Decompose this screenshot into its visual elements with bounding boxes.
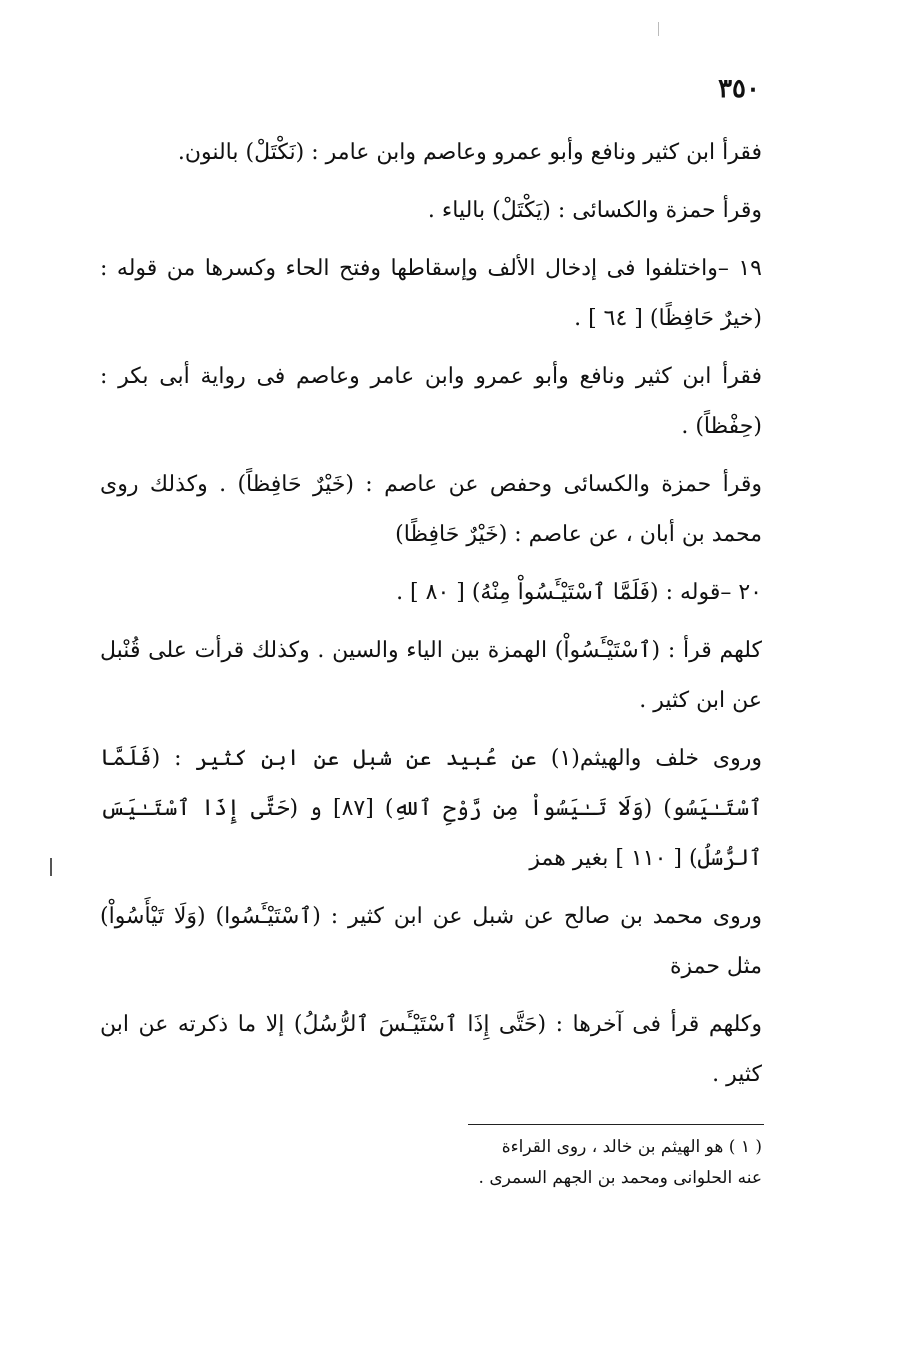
footnote — [440, 1132, 762, 1194]
paragraph: وكلهم قرأ فى آخرها : (حَتَّى إِذَا ٱسْتَيْـَٔسَ ٱلرُّسُلُ) إلا ما ذكرته عن ابن كثير . — [100, 1012, 762, 1087]
paragraph: ١٩ –واختلفوا فى إدخال الألف وإسقاطها وفتح الحاء وكسرها من قوله : (خيرٌ حَافِظًا) [ ٦٤ ] . — [100, 256, 762, 331]
paragraph: وروى خلف والهيثم(١) عن عُبيد عن شبل عن ابن كثير : (فَلَمَّا ٱسْتَـٰيَسُو) (وَلَا تَـٰيَسُواْ مِن رَّوْحِ ٱللهِ) [٨٧] و (حَتَّى إِذَا ٱسْتَـٰيَسَ ٱلرُّسُلُ) [ ١١٠ ] بغير همز — [100, 746, 763, 871]
main-text — [100, 128, 762, 1108]
footnote-line: ( ١ ) هو الهيثم بن خالد ، روى القراءة — [501, 1137, 762, 1157]
scan-mark — [658, 22, 659, 36]
paragraph: وقرأ حمزة والكسائى : (يَكْتَلْ) بالياء . — [427, 198, 762, 223]
paragraph: وروى محمد بن صالح عن شبل عن ابن كثير : (ٱسْتَيْـَٔسُوا) (وَلَا تَيْأَسُواْ) مثل حمزة — [100, 904, 762, 979]
paragraph: ٢٠ –قوله : (فَلَمَّا ٱسْتَيْـَٔسُواْ مِنْهُ) [ ٨٠ ] . — [396, 580, 762, 605]
footnote-line: عنه الحلوانى ومحمد بن الجهم السمرى . — [478, 1168, 762, 1188]
paragraph: وقرأ حمزة والكسائى وحفص عن عاصم : (خَيْرٌ حَافِظاً) . وكذلك روى محمد بن أبان ، عن عاصم : (خَيْرٌ حَافِظًا) — [100, 472, 762, 547]
scan-mark — [50, 858, 52, 876]
page-number: ٣٥٠ — [718, 74, 760, 104]
footnote-divider — [468, 1124, 764, 1125]
paragraph: فقرأ ابن كثير ونافع وأبو عمرو وعاصم وابن عامر : (نَكْتَلْ) بالنون. — [177, 140, 762, 165]
paragraph: فقرأ ابن كثير ونافع وأبو عمرو وابن عامر وعاصم فى رواية أبى بكر : (حِفْظاً) . — [100, 364, 762, 439]
paragraph: كلهم قرأ : (ٱسْتَيْـَٔسُواْ) الهمزة بين الياء والسين . وكذلك قرأت على قُنْبل عن ابن كثير . — [100, 638, 762, 713]
